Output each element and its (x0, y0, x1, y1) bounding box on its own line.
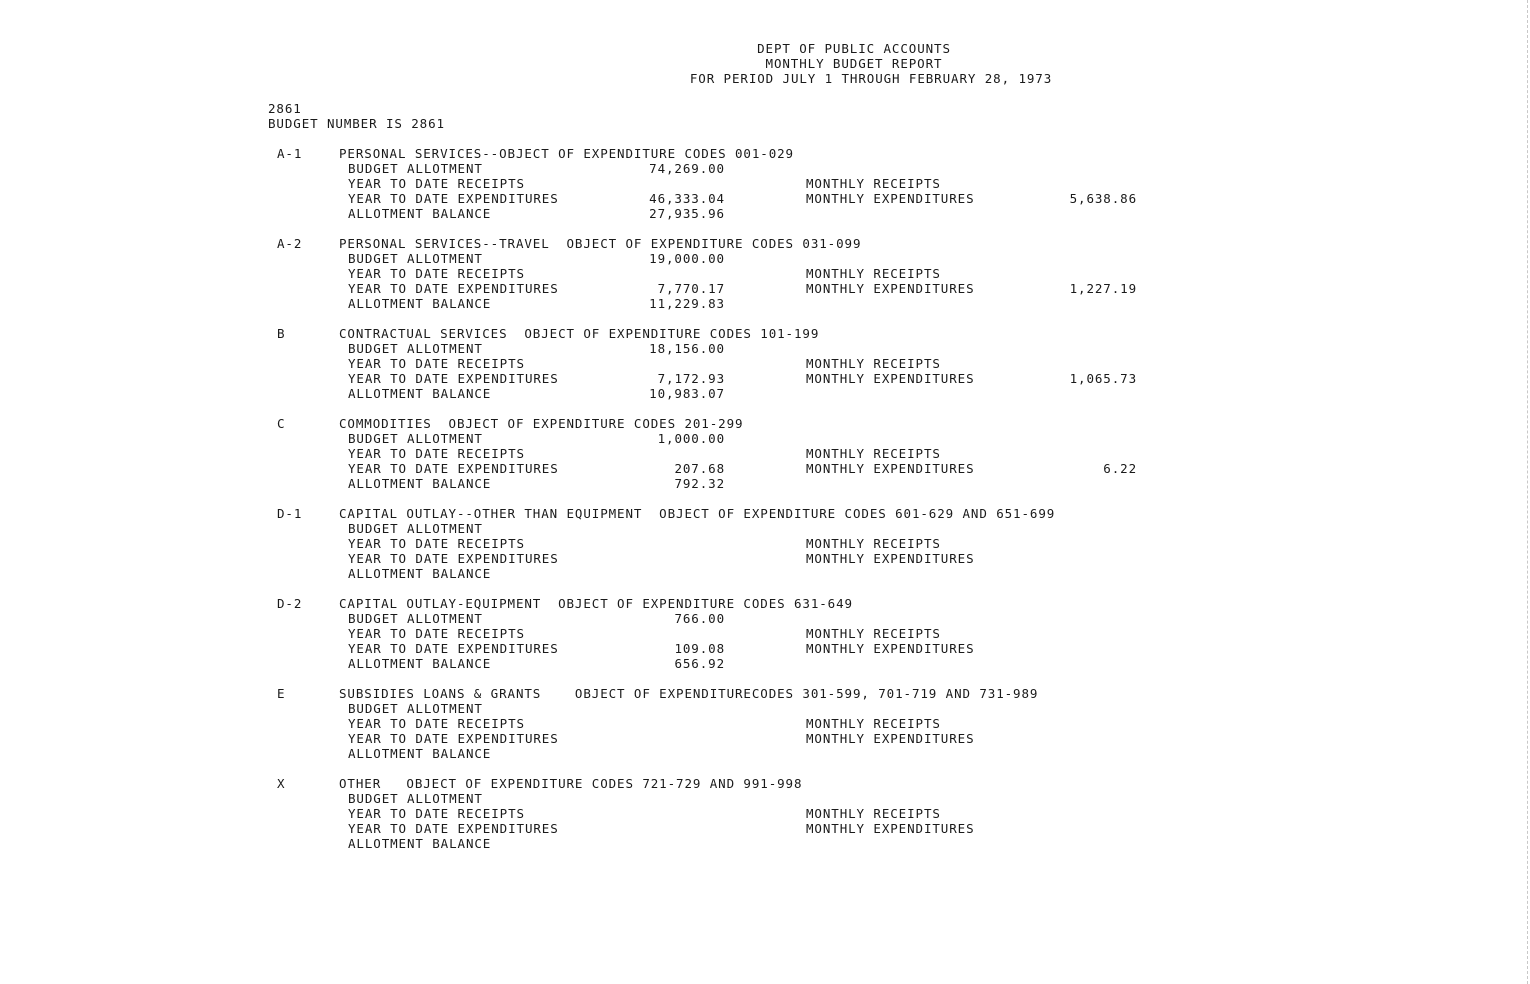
budget-code: 2861 (268, 101, 302, 116)
monthly-expenditures-label: MONTHLY EXPENDITURES (806, 731, 975, 746)
monthly-expenditures-label: MONTHLY EXPENDITURES (806, 821, 975, 836)
section-title: SUBSIDIES LOANS & GRANTS OBJECT OF EXPENDITURECODES 301-599, 701-719 AND 731-989 (339, 686, 1039, 701)
monthly-expenditures-label: MONTHLY EXPENDITURES (806, 371, 975, 386)
expenditure-section (0, 686, 1530, 776)
monthly-receipts-label: MONTHLY RECEIPTS (806, 806, 941, 821)
budget-allotment-value: 1,000.00 (657, 431, 725, 446)
ytd-receipts-label: YEAR TO DATE RECEIPTS (348, 626, 525, 641)
section-code: C (277, 416, 286, 431)
ytd-expenditures-value: 109.08 (674, 641, 725, 656)
budget-allotment-value: 18,156.00 (649, 341, 725, 356)
expenditure-section (0, 146, 1530, 236)
budget-allotment-label: BUDGET ALLOTMENT (348, 161, 483, 176)
monthly-expenditures-value: 6.22 (1103, 461, 1137, 476)
section-code: A-1 (277, 146, 303, 161)
ytd-receipts-label: YEAR TO DATE RECEIPTS (348, 806, 525, 821)
monthly-expenditures-value: 5,638.86 (1069, 191, 1137, 206)
budget-allotment-label: BUDGET ALLOTMENT (348, 431, 483, 446)
section-code: X (277, 776, 286, 791)
allotment-balance-label: ALLOTMENT BALANCE (348, 566, 492, 581)
monthly-expenditures-value: 1,065.73 (1069, 371, 1137, 386)
section-title: CAPITAL OUTLAY--OTHER THAN EQUIPMENT OBJECT OF EXPENDITURE CODES 601-629 AND 651-699 (339, 506, 1056, 521)
allotment-balance-label: ALLOTMENT BALANCE (348, 206, 492, 221)
allotment-balance-value: 27,935.96 (649, 206, 725, 221)
budget-allotment-label: BUDGET ALLOTMENT (348, 611, 483, 626)
monthly-receipts-label: MONTHLY RECEIPTS (806, 266, 941, 281)
monthly-receipts-label: MONTHLY RECEIPTS (806, 446, 941, 461)
ytd-expenditures-value: 7,172.93 (657, 371, 725, 386)
allotment-balance-label: ALLOTMENT BALANCE (348, 386, 492, 401)
expenditure-section (0, 416, 1530, 506)
ytd-expenditures-label: YEAR TO DATE EXPENDITURES (348, 551, 559, 566)
section-title: PERSONAL SERVICES--OBJECT OF EXPENDITURE CODES 001-029 (339, 146, 794, 161)
expenditure-section (0, 776, 1530, 866)
ytd-expenditures-value: 7,770.17 (657, 281, 725, 296)
allotment-balance-value: 792.32 (674, 476, 725, 491)
header-period: FOR PERIOD JULY 1 THROUGH FEBRUARY 28, 1973 (689, 71, 1053, 86)
ytd-expenditures-value: 46,333.04 (649, 191, 725, 206)
monthly-receipts-label: MONTHLY RECEIPTS (806, 536, 941, 551)
budget-allotment-value: 19,000.00 (649, 251, 725, 266)
ytd-expenditures-label: YEAR TO DATE EXPENDITURES (348, 731, 559, 746)
monthly-expenditures-label: MONTHLY EXPENDITURES (806, 641, 975, 656)
section-title: CONTRACTUAL SERVICES OBJECT OF EXPENDITURE CODES 101-199 (339, 326, 820, 341)
section-code: D-1 (277, 506, 303, 521)
budget-allotment-value: 74,269.00 (649, 161, 725, 176)
budget-allotment-label: BUDGET ALLOTMENT (348, 791, 483, 806)
ytd-expenditures-label: YEAR TO DATE EXPENDITURES (348, 281, 559, 296)
monthly-expenditures-value: 1,227.19 (1069, 281, 1137, 296)
budget-allotment-value: 766.00 (674, 611, 725, 626)
ytd-receipts-label: YEAR TO DATE RECEIPTS (348, 536, 525, 551)
section-code: E (277, 686, 286, 701)
ytd-receipts-label: YEAR TO DATE RECEIPTS (348, 266, 525, 281)
budget-allotment-label: BUDGET ALLOTMENT (348, 251, 483, 266)
ytd-expenditures-label: YEAR TO DATE EXPENDITURES (348, 371, 559, 386)
budget-number-line: BUDGET NUMBER IS 2861 (268, 116, 445, 131)
section-title: OTHER OBJECT OF EXPENDITURE CODES 721-729 AND 991-998 (339, 776, 803, 791)
monthly-expenditures-label: MONTHLY EXPENDITURES (806, 551, 975, 566)
expenditure-section (0, 326, 1530, 416)
section-title: COMMODITIES OBJECT OF EXPENDITURE CODES 201-299 (339, 416, 744, 431)
budget-allotment-label: BUDGET ALLOTMENT (348, 341, 483, 356)
ytd-receipts-label: YEAR TO DATE RECEIPTS (348, 716, 525, 731)
monthly-receipts-label: MONTHLY RECEIPTS (806, 356, 941, 371)
monthly-receipts-label: MONTHLY RECEIPTS (806, 626, 941, 641)
section-title: CAPITAL OUTLAY-EQUIPMENT OBJECT OF EXPENDITURE CODES 631-649 (339, 596, 853, 611)
expenditure-section (0, 596, 1530, 686)
monthly-receipts-label: MONTHLY RECEIPTS (806, 716, 941, 731)
ytd-expenditures-value: 207.68 (674, 461, 725, 476)
allotment-balance-label: ALLOTMENT BALANCE (348, 296, 492, 311)
budget-allotment-label: BUDGET ALLOTMENT (348, 521, 483, 536)
monthly-expenditures-label: MONTHLY EXPENDITURES (806, 191, 975, 206)
allotment-balance-value: 11,229.83 (649, 296, 725, 311)
allotment-balance-value: 656.92 (674, 656, 725, 671)
ytd-expenditures-label: YEAR TO DATE EXPENDITURES (348, 461, 559, 476)
ytd-receipts-label: YEAR TO DATE RECEIPTS (348, 356, 525, 371)
ytd-expenditures-label: YEAR TO DATE EXPENDITURES (348, 821, 559, 836)
allotment-balance-value: 10,983.07 (649, 386, 725, 401)
ytd-receipts-label: YEAR TO DATE RECEIPTS (348, 176, 525, 191)
section-title: PERSONAL SERVICES--TRAVEL OBJECT OF EXPENDITURE CODES 031-099 (339, 236, 862, 251)
expenditure-section (0, 506, 1530, 596)
ytd-receipts-label: YEAR TO DATE RECEIPTS (348, 446, 525, 461)
allotment-balance-label: ALLOTMENT BALANCE (348, 656, 492, 671)
section-code: A-2 (277, 236, 303, 251)
header-department: DEPT OF PUBLIC ACCOUNTS (757, 41, 951, 56)
budget-allotment-label: BUDGET ALLOTMENT (348, 701, 483, 716)
monthly-expenditures-label: MONTHLY EXPENDITURES (806, 281, 975, 296)
expenditure-section (0, 236, 1530, 326)
header-report-title: MONTHLY BUDGET REPORT (765, 56, 943, 71)
section-code: B (277, 326, 286, 341)
monthly-receipts-label: MONTHLY RECEIPTS (806, 176, 941, 191)
allotment-balance-label: ALLOTMENT BALANCE (348, 836, 492, 851)
ytd-expenditures-label: YEAR TO DATE EXPENDITURES (348, 641, 559, 656)
section-code: D-2 (277, 596, 303, 611)
ytd-expenditures-label: YEAR TO DATE EXPENDITURES (348, 191, 559, 206)
monthly-expenditures-label: MONTHLY EXPENDITURES (806, 461, 975, 476)
allotment-balance-label: ALLOTMENT BALANCE (348, 476, 492, 491)
allotment-balance-label: ALLOTMENT BALANCE (348, 746, 492, 761)
